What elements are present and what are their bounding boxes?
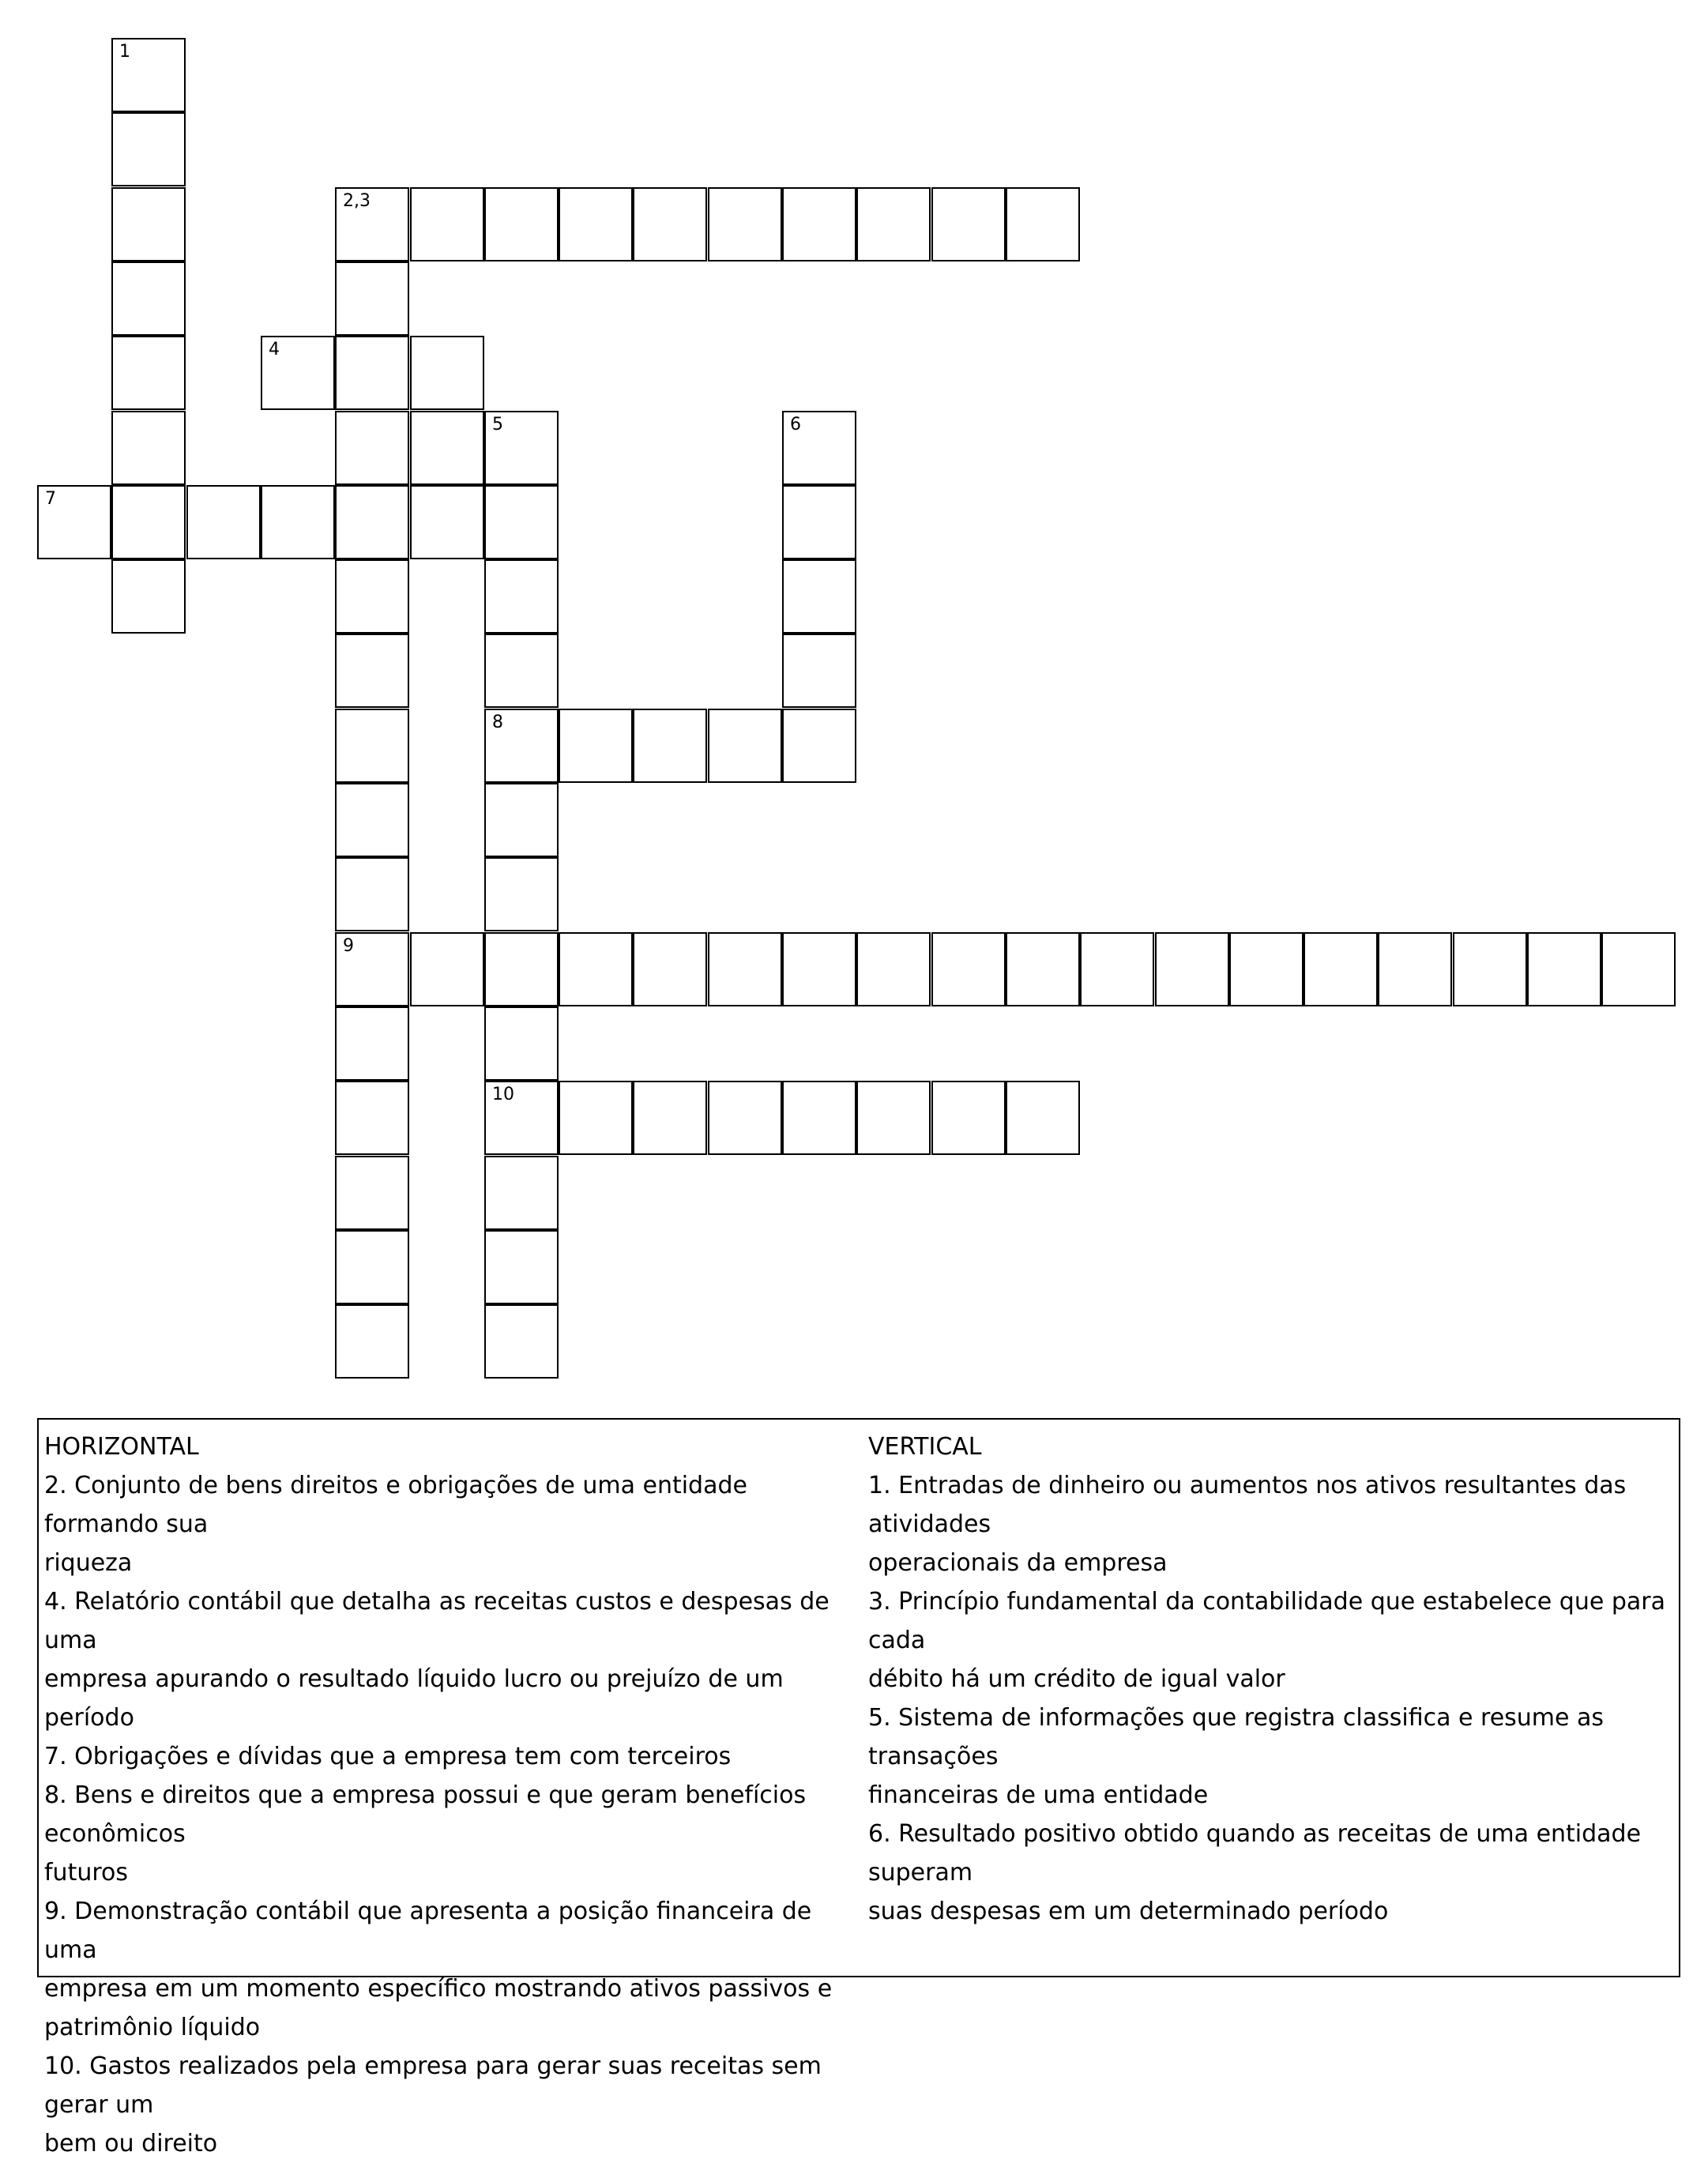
clue-line: 7. Obrigações e dívidas que a empresa tem com terceiros	[44, 1743, 732, 1770]
crossword-cell[interactable]	[111, 38, 186, 112]
crossword-cell[interactable]	[410, 187, 484, 261]
clue-line: futuros	[44, 1859, 129, 1887]
crossword-cell[interactable]	[484, 1006, 559, 1081]
crossword-cell[interactable]	[111, 485, 186, 559]
crossword-cell[interactable]	[1229, 932, 1304, 1006]
crossword-cell[interactable]	[1453, 932, 1527, 1006]
crossword-cell[interactable]	[708, 709, 782, 783]
crossword-cell[interactable]	[559, 1081, 633, 1155]
crossword-cell[interactable]	[782, 485, 856, 559]
clue-number: 1	[119, 42, 130, 62]
crossword-cell[interactable]	[484, 1230, 559, 1304]
crossword-cell[interactable]	[782, 709, 856, 783]
clue-line: suas despesas em um determinado período	[868, 1898, 1389, 1925]
clue-line: 8. Bens e direitos que a empresa possui e que geram benefícios econômicos	[44, 1781, 807, 1848]
crossword-cell[interactable]	[484, 1081, 559, 1155]
crossword-cell[interactable]	[484, 559, 559, 634]
crossword-cell[interactable]	[559, 187, 633, 261]
crossword-cell[interactable]	[633, 709, 707, 783]
crossword-cell[interactable]	[410, 336, 484, 410]
crossword-cell[interactable]	[559, 932, 633, 1006]
crossword-cell[interactable]	[782, 559, 856, 634]
crossword-cell[interactable]	[37, 485, 111, 559]
crossword-cell[interactable]	[484, 709, 559, 783]
crossword-cell[interactable]	[335, 411, 409, 485]
crossword-cell[interactable]	[111, 112, 186, 186]
crossword-cell[interactable]	[335, 932, 409, 1006]
clue-line: débito há um crédito de igual valor	[868, 1665, 1285, 1693]
clue-line: empresa em um momento específico mostrando ativos passivos e	[44, 1975, 833, 2003]
clues-box	[37, 1418, 1680, 2157]
crossword-cell[interactable]	[335, 187, 409, 261]
clue-line: bem ou direito	[44, 2130, 218, 2157]
horizontal-heading: HORIZONTAL	[44, 1433, 199, 1461]
clue-line: 4. Relatório contábil que detalha as receitas custos e despesas de uma	[44, 1588, 830, 1654]
clue-line: 2. Conjunto de bens direitos e obrigações de uma entidade formando sua	[44, 1472, 747, 1538]
crossword-cell[interactable]	[1006, 187, 1080, 261]
crossword-cell[interactable]	[261, 485, 335, 559]
crossword-cell[interactable]	[931, 932, 1006, 1006]
crossword-cell[interactable]	[856, 1081, 931, 1155]
crossword-cell[interactable]	[633, 187, 707, 261]
crossword-cell[interactable]	[1378, 932, 1452, 1006]
crossword-cell[interactable]	[1006, 932, 1080, 1006]
crossword-cell[interactable]	[484, 485, 559, 559]
clue-number: 2,3	[343, 191, 371, 211]
clue-line: 3. Princípio fundamental da contabilidade que estabelece que para cada	[868, 1588, 1665, 1654]
clue-line: 6. Resultado positivo obtido quando as receitas de uma entidade superam	[868, 1820, 1642, 1887]
clue-number: 8	[492, 713, 503, 732]
crossword-cell[interactable]	[1080, 932, 1154, 1006]
crossword-cell[interactable]	[484, 1156, 559, 1230]
crossword-cell[interactable]	[335, 559, 409, 634]
crossword-cell[interactable]	[484, 857, 559, 931]
horizontal-clues	[44, 1428, 862, 2163]
crossword-cell[interactable]	[708, 1081, 782, 1155]
clue-line: patrimônio líquido	[44, 2014, 261, 2041]
crossword-cell[interactable]	[782, 932, 856, 1006]
crossword-cell[interactable]	[708, 187, 782, 261]
clue-line: 10. Gastos realizados pela empresa para gerar suas receitas sem gerar um	[44, 2052, 822, 2119]
crossword-cell[interactable]	[335, 1156, 409, 1230]
crossword-cell[interactable]	[484, 783, 559, 857]
crossword-cell[interactable]	[782, 187, 856, 261]
crossword-cell[interactable]	[484, 187, 559, 261]
clue-line: empresa apurando o resultado líquido lucro ou prejuízo de um período	[44, 1665, 784, 1732]
vertical-clues	[868, 1428, 1674, 1931]
crossword-cell[interactable]	[111, 411, 186, 485]
crossword-cell[interactable]	[708, 932, 782, 1006]
crossword-cell[interactable]	[856, 187, 931, 261]
clue-line: financeiras de uma entidade	[868, 1781, 1209, 1809]
vertical-heading: VERTICAL	[868, 1433, 982, 1461]
crossword-cell[interactable]	[782, 1081, 856, 1155]
crossword-cell[interactable]	[335, 485, 409, 559]
crossword-cell[interactable]	[111, 187, 186, 261]
clue-line: 1. Entradas de dinheiro ou aumentos nos ativos resultantes das atividades	[868, 1472, 1627, 1538]
crossword-cell[interactable]	[335, 1304, 409, 1379]
crossword-cell[interactable]	[782, 411, 856, 485]
crossword-cell[interactable]	[1155, 932, 1229, 1006]
crossword-cell[interactable]	[186, 485, 261, 559]
crossword-cell[interactable]	[1527, 932, 1601, 1006]
crossword-cell[interactable]	[335, 783, 409, 857]
crossword-cell[interactable]	[1006, 1081, 1080, 1155]
crossword-cell[interactable]	[335, 857, 409, 931]
crossword-cell[interactable]	[931, 1081, 1006, 1155]
crossword-cell[interactable]	[410, 411, 484, 485]
crossword-cell[interactable]	[633, 932, 707, 1006]
clue-number: 10	[492, 1085, 514, 1104]
crossword-cell[interactable]	[111, 261, 186, 336]
crossword-cell[interactable]	[484, 411, 559, 485]
clue-line: riqueza	[44, 1549, 133, 1577]
crossword-cell[interactable]	[335, 261, 409, 336]
clue-line: 5. Sistema de informações que registra classifica e resume as transações	[868, 1704, 1605, 1770]
clue-line: 9. Demonstração contábil que apresenta a posição financeira de uma	[44, 1898, 812, 1964]
crossword-cell[interactable]	[335, 336, 409, 410]
clue-line: operacionais da empresa	[868, 1549, 1168, 1577]
crossword-cell[interactable]	[1304, 932, 1378, 1006]
crossword-cell[interactable]	[111, 336, 186, 410]
crossword-cell[interactable]	[633, 1081, 707, 1155]
crossword-cell[interactable]	[559, 709, 633, 783]
clue-number: 7	[45, 489, 56, 509]
clue-number: 6	[790, 415, 801, 434]
crossword-cell[interactable]	[484, 634, 559, 708]
crossword-cell[interactable]	[335, 634, 409, 708]
crossword-cell[interactable]	[484, 932, 559, 1006]
crossword-cell[interactable]	[1601, 932, 1676, 1006]
crossword-cell[interactable]	[261, 336, 335, 410]
crossword-cell[interactable]	[335, 1006, 409, 1081]
crossword-cell[interactable]	[931, 187, 1006, 261]
crossword-cell[interactable]	[335, 1230, 409, 1304]
crossword-cell[interactable]	[410, 932, 484, 1006]
crossword-cell[interactable]	[856, 932, 931, 1006]
crossword-cell[interactable]	[111, 559, 186, 634]
crossword-cell[interactable]	[782, 634, 856, 708]
crossword-cell[interactable]	[410, 485, 484, 559]
clue-number: 5	[492, 415, 503, 434]
clue-number: 9	[343, 936, 354, 956]
crossword-cell[interactable]	[335, 709, 409, 783]
crossword-cell[interactable]	[335, 1081, 409, 1155]
clue-number: 4	[269, 340, 280, 359]
crossword-cell[interactable]	[484, 1304, 559, 1379]
